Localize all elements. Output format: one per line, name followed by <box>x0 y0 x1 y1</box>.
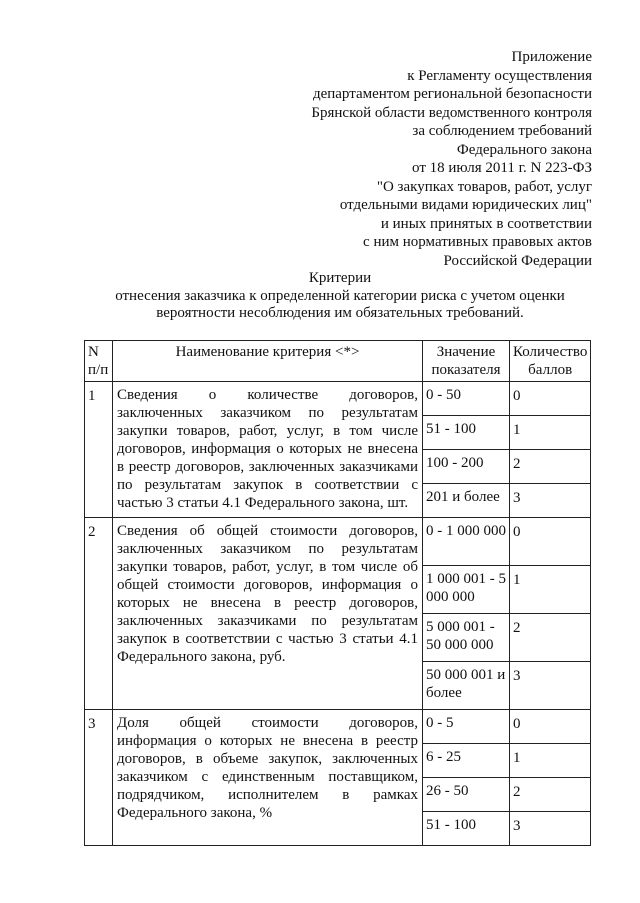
criterion-name: Доля общей стоимости договоров, информация о которых не внесена в реестр договоров, в объеме закупок, заключенных заказчиком с единственным поставщиком, подрядчиком, исполнителем в рамках Федерального закона, % <box>113 710 423 846</box>
appendix-line: Брянской области ведомственного контроля <box>311 104 592 121</box>
appendix-line: и иных принятых в соответствии <box>380 215 592 232</box>
criterion-score: 0 <box>510 710 591 744</box>
criterion-value: 201 и более <box>423 484 510 518</box>
criterion-value: 0 - 5 <box>423 710 510 744</box>
criterion-value: 5 000 001 - 50 000 000 <box>423 614 510 662</box>
criterion-value: 6 - 25 <box>423 744 510 778</box>
table-row <box>85 518 591 566</box>
row-num: 1 <box>85 382 113 518</box>
appendix-line: Приложение <box>511 49 592 65</box>
criterion-score: 2 <box>510 614 591 662</box>
criterion-score: 3 <box>510 484 591 518</box>
criterion-name: Сведения об общей стоимости договоров, заключенных заказчиком по результатам закупки товаров, работ, услуг, в том числе об общей стоимости договоров, информация о которых не внесена в реестр договоров, заключенных заказчиками по результатам закупок в соответствии с частью 3 статьи 4.1 Федерального закона, руб. <box>113 518 423 710</box>
title-line: отнесения заказчика к определенной категории риска с учетом оценки <box>115 287 565 304</box>
criterion-value: 100 - 200 <box>423 450 510 484</box>
criterion-name: Сведения о количестве договоров, заключенных заказчиком по результатам закупки товаров, работ, услуг, в том числе договоров, информация о которых не внесена в реестр договоров, заключенных заказчиками по результатам закупок в соответствии с частью 3 статьи 4.1 Федерального закона, шт. <box>113 382 423 518</box>
appendix-line: с ним нормативных правовых актов <box>363 234 592 250</box>
appendix-line: Российской Федерации <box>443 252 592 269</box>
criterion-value: 50 000 001 и более <box>423 662 510 710</box>
title-line: вероятности несоблюдения им обязательных требований. <box>156 305 524 321</box>
table-row <box>85 710 591 744</box>
appendix-line: от 18 июля 2011 г. N 223-ФЗ <box>412 160 592 176</box>
row-num: 2 <box>85 518 113 710</box>
criterion-score: 1 <box>510 566 591 614</box>
header-value: Значение показателя <box>423 341 510 382</box>
criterion-score: 2 <box>510 450 591 484</box>
criterion-value: 0 - 1 000 000 <box>423 518 510 566</box>
appendix-line: "О закупках товаров, работ, услуг <box>376 178 592 195</box>
appendix-line: Федерального закона <box>456 141 592 158</box>
table-row <box>85 382 591 416</box>
appendix-line: отдельными видами юридических лиц" <box>339 197 592 213</box>
row-num: 3 <box>85 710 113 846</box>
criterion-score: 0 <box>510 382 591 416</box>
appendix-line: департаментом региональной безопасности <box>312 86 592 102</box>
header-num: N п/п <box>85 341 113 382</box>
criterion-value: 51 - 100 <box>423 812 510 846</box>
appendix-block <box>311 48 592 270</box>
title-heading: Критерии <box>308 270 372 286</box>
appendix-line: к Регламенту осуществления <box>407 67 592 84</box>
criterion-score: 3 <box>510 662 591 710</box>
document-title <box>60 270 620 323</box>
criterion-score: 1 <box>510 744 591 778</box>
header-score: Количество баллов <box>510 341 591 382</box>
criterion-score: 2 <box>510 778 591 812</box>
criterion-value: 26 - 50 <box>423 778 510 812</box>
criterion-value: 51 - 100 <box>423 416 510 450</box>
header-name: Наименование критерия <*> <box>113 341 423 382</box>
criterion-value: 0 - 50 <box>423 382 510 416</box>
criterion-score: 1 <box>510 416 591 450</box>
table-header-row <box>85 341 591 382</box>
criteria-table <box>84 340 591 846</box>
appendix-line: за соблюдением требований <box>412 123 592 139</box>
criterion-score: 0 <box>510 518 591 566</box>
criterion-value: 1 000 001 - 5 000 000 <box>423 566 510 614</box>
criterion-score: 3 <box>510 812 591 846</box>
